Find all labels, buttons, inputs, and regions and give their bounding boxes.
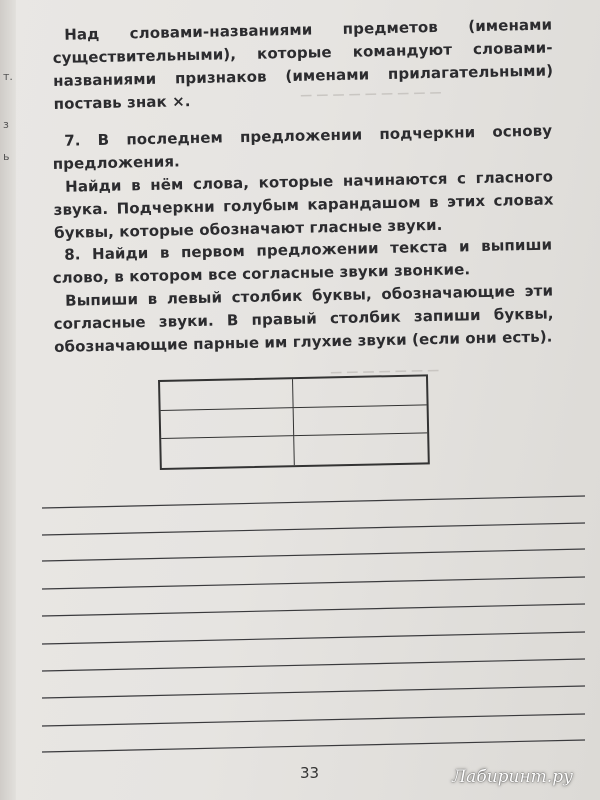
task-7-title: 7. В последнем предложении подчеркни основу предложения.	[52, 121, 553, 173]
answer-cell[interactable]	[293, 376, 427, 407]
writing-line	[42, 496, 585, 508]
task-7	[52, 120, 554, 245]
watermark-logo: Лабиринт.ру	[452, 767, 573, 787]
answer-cell[interactable]	[160, 379, 294, 410]
answer-cell[interactable]	[294, 434, 428, 465]
answer-table[interactable]	[158, 374, 430, 470]
writing-line	[42, 686, 585, 698]
writing-line	[42, 714, 585, 726]
writing-line	[42, 740, 585, 752]
intro-paragraph	[52, 14, 554, 116]
writing-line	[42, 549, 585, 561]
answer-cell[interactable]	[161, 436, 295, 467]
task-8-title: 8. Найди в первом предложении текста и выпиши слово, в котором все согласные звуки звонкие.	[52, 235, 553, 287]
writing-line	[42, 659, 585, 671]
task-8-body: Выпиши в левый столбик буквы, обозначающие эти согласные звуки. В правый столбик запиши буквы, обозначающие парные им глухие звуки (если они есть).	[53, 281, 554, 356]
page-number: 33	[300, 764, 320, 782]
task-7-body: Найди в нём слова, которые начинаются с гласного звука. Подчеркни голубым карандашом в этих словах буквы, которые обозначают гласные звуки.	[53, 167, 554, 242]
writing-line	[42, 577, 585, 589]
writing-line	[42, 632, 585, 644]
answer-cell[interactable]	[161, 408, 295, 439]
task-8	[52, 234, 554, 359]
writing-line	[42, 523, 585, 535]
intro-text: Над словами-названиями предметов (именами существительными), которые командуют словами-названиями признаков (именами прилагательными) поставь знак ×.	[52, 15, 554, 113]
facing-page-edge: т. з ь	[0, 0, 16, 800]
writing-line	[42, 604, 585, 616]
answer-cell[interactable]	[294, 405, 428, 436]
workbook-page: т. з ь — — — — — — — — — — — — — — — — Над словами-названиями предметов (именами существительными), которые командуют словами-названиями признаков (именами прилагательными) поставь знак ×. 7. В последнем предложении подчеркни основу предложения. Найди в нём слова, которые начинаются с гласного звука. Подчеркни голубым карандашом в этих словах буквы, которые обозначают гласные звуки. 8. Найди в первом предложении текста и выпиши слово, в котором все согласные звуки звонкие. Выпиши в левый столбик буквы, обозначающие эти согласные звуки. В правый столбик запиши буквы, обозначающие парные им глухие звуки (если они есть). 33 Лабиринт.ру	[0, 0, 600, 800]
